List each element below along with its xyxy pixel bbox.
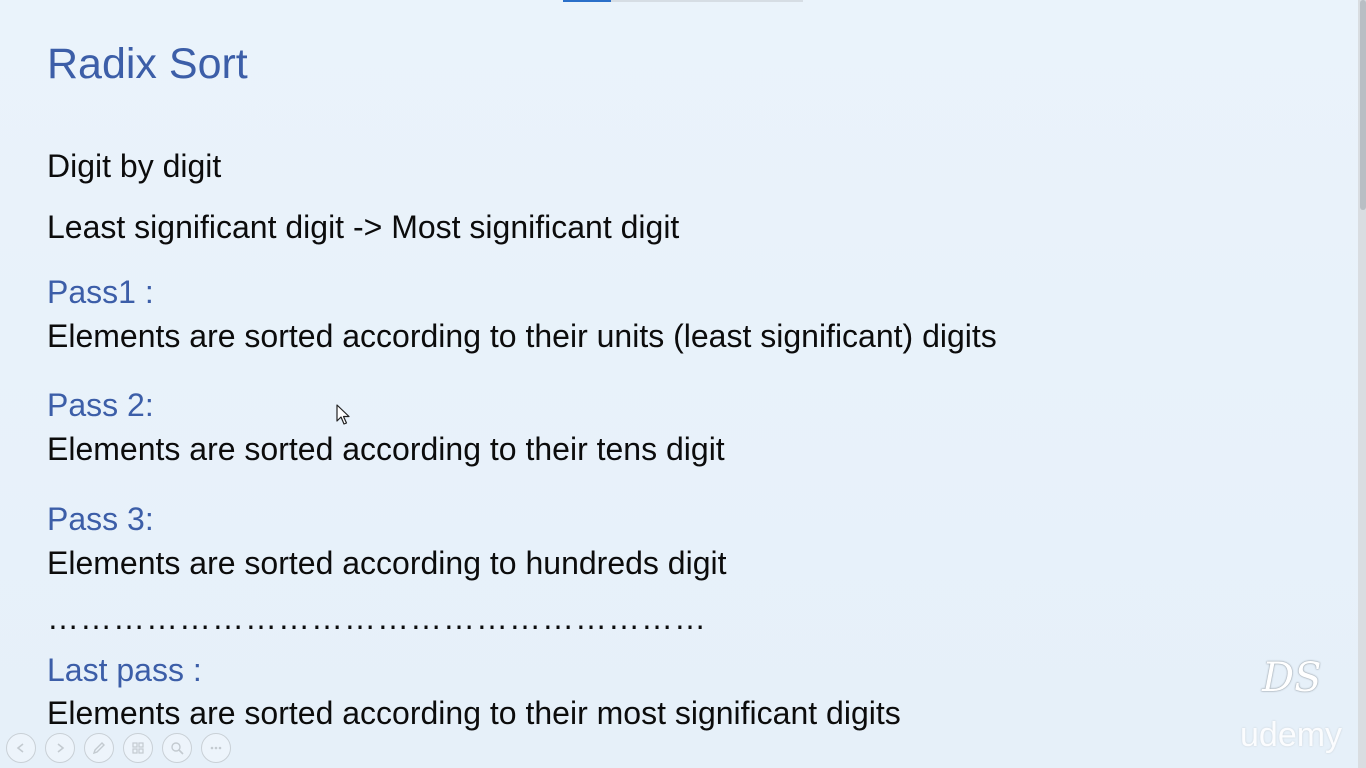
pass-2-text: Elements are sorted according to their tens digit [47,431,725,467]
previous-slide-button[interactable] [6,733,36,763]
slide-title: Radix Sort [47,40,248,88]
last-pass-text: Elements are sorted according to their most significant digits [47,695,901,731]
zoom-icon [170,741,184,755]
ellipsis-separator: …………………………………………………… [47,600,707,636]
scrollbar[interactable] [1358,0,1366,768]
slideshow-controls [6,733,231,763]
pass-1-text: Elements are sorted according to their units (least significant) digits [47,318,997,354]
digit-order-text: Least significant digit -> Most significant digit [47,209,680,245]
last-pass-label: Last pass : [47,652,202,688]
more-options-button[interactable] [201,733,231,763]
zoom-button[interactable] [162,733,192,763]
pass-1-label: Pass1 : [47,274,154,310]
slides-icon [131,741,145,755]
scrollbar-thumb[interactable] [1360,0,1366,210]
slide-progress-fill [563,0,611,2]
ds-logo: DS [1262,655,1322,701]
digit-by-digit-text: Digit by digit [47,148,222,184]
pass-2-label: Pass 2: [47,387,154,423]
slide-progress-bar [563,0,803,2]
next-icon [54,742,66,754]
pen-button[interactable] [84,733,114,763]
more-icon [209,741,223,755]
previous-icon [15,742,27,754]
pen-icon [92,741,106,755]
see-all-slides-button[interactable] [123,733,153,763]
mouse-pointer-icon [336,404,350,426]
pass-3-text: Elements are sorted according to hundreds digit [47,545,727,581]
pass-3-label: Pass 3: [47,501,154,537]
udemy-watermark: udemy [1240,716,1343,754]
next-slide-button[interactable] [45,733,75,763]
